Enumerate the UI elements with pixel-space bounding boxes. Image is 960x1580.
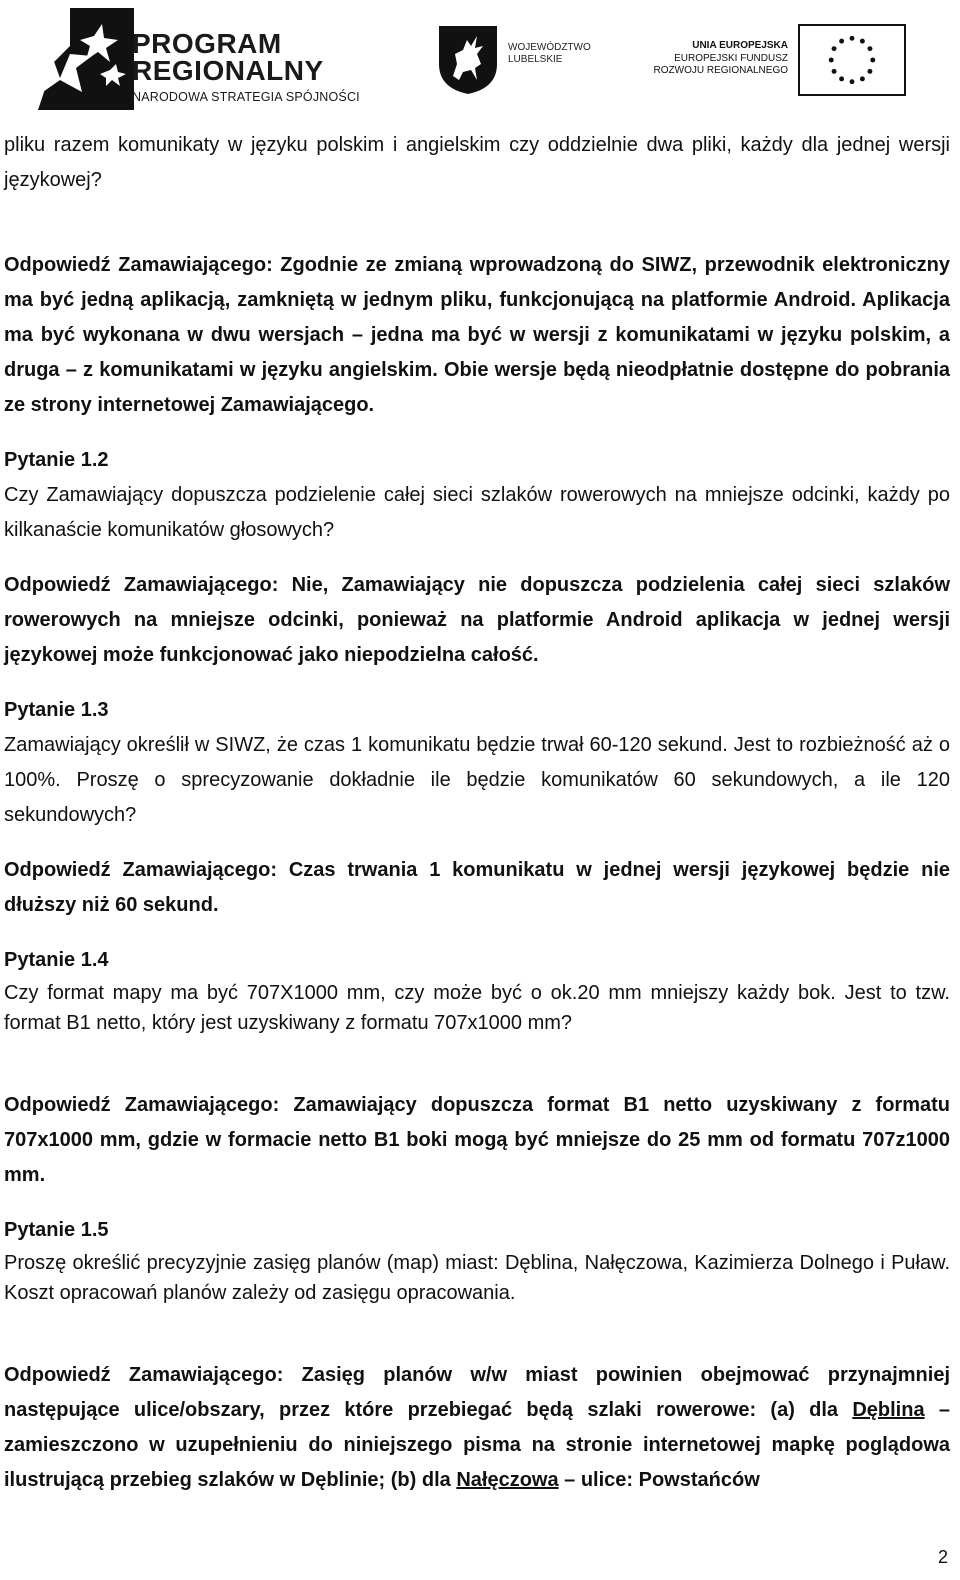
answer-label: Odpowiedź Zamawiającego:: [4, 859, 277, 881]
answer-text: Zamawiający dopuszcza format B1 netto uzyskiwany z formatu 707x1000 mm, gdzie w formacie netto B1 boki mogą być mniejsze do 25 mm od formatu 707z1000 mm.: [4, 1094, 950, 1186]
naleczow-link[interactable]: Nałęczowa: [456, 1469, 559, 1491]
program-regionalny-wordmark: [132, 30, 360, 104]
eu-fund-label: [640, 40, 788, 78]
eu-flag-icon: [798, 24, 906, 96]
document-body: [4, 128, 950, 1498]
page-number: 2: [937, 1547, 948, 1567]
eu-line3: ROZWOJU REGIONALNEGO: [653, 65, 788, 76]
program-regionalny-logo: [30, 6, 140, 112]
question-1-5-text: Proszę określić precyzyjnie zasięg planów (map) miast: Dęblina, Nałęczowa, Kazimierza Dolnego i Puław. Koszt opracowań planów zależy od zasięgu opracowania.: [4, 1252, 950, 1304]
intro-paragraph: [4, 128, 950, 198]
answer-text-part1: Zasięg planów w/w miast powinien obejmować przynajmniej następujące ulice/obszary, przez które przebiegać będą szlaki rowerowe: (a) dla: [4, 1364, 951, 1421]
answer-text: Zgodnie ze zmianą wprowadzoną do SIWZ, przewodnik elektroniczny ma być jedną aplikacją, zamkniętą w jednym pliku, funkcjonującą na platformie Android. Aplikacja ma być wykonana w dwu wersjach – jedna ma być w wersji z komunikatami w języku polskim, a druga – z komunikatami w języku angielskim. Obie wersje będą nieodpłatnie dostępne do pobrania ze strony internetowej Zamawiającego.: [4, 254, 950, 416]
answer-label: Odpowiedź Zamawiającego:: [4, 1094, 280, 1116]
deblin-link[interactable]: Dęblina: [852, 1399, 925, 1421]
answer-1-5: [4, 1358, 950, 1498]
wojewodztwo-line1: WOJEWÓDZTWO: [508, 42, 591, 53]
answer-1-2: [4, 568, 950, 673]
question-1-5-heading: Pytanie 1.5: [4, 1219, 109, 1241]
intro-text: pliku razem komunikaty w języku polskim i angielskim czy oddzielnie dwa pliki, każdy dla jednej wersji językowej?: [4, 134, 950, 191]
answer-label: Odpowiedź Zamawiającego:: [4, 1364, 284, 1386]
question-1-2-heading: Pytanie 1.2: [4, 449, 109, 471]
wojewodztwo-line2: LUBELSKIE: [508, 54, 563, 65]
answer-text-part2: – zamieszczono w uzupełnieniu do niniejszego pisma na stronie internetowej mapkę poglądowa ilustrującą przebieg szlaków w Dęblinie; (b) dla: [4, 1399, 950, 1491]
answer-text: Czas trwania 1 komunikatu w jednej wersji językowej będzie nie dłuższy niż 60 sekund.: [4, 859, 950, 916]
wojewodztwo-label: [508, 42, 591, 66]
eu-line2: EUROPEJSKI FUNDUSZ: [674, 52, 788, 64]
answer-text: Nie, Zamawiający nie dopuszcza podzielenia całej sieci szlaków rowerowych na mniejsze odcinki, ponieważ na platformie Android aplikacja w jednej wersji językowej może funkcjonować jako niepodzielna całość.: [4, 574, 950, 666]
answer-1-3: [4, 853, 950, 923]
question-1-3-heading: Pytanie 1.3: [4, 699, 109, 721]
page-header: [0, 0, 960, 118]
lubelskie-crest-icon: [437, 24, 499, 96]
question-1-2-text: Czy Zamawiający dopuszcza podzielenie całej sieci szlaków rowerowych na mniejsze odcinki, każdy po kilkanaście komunikatów głosowych?: [4, 484, 950, 541]
answer-label: Odpowiedź Zamawiającego:: [4, 254, 273, 276]
program-subtitle: NARODOWA STRATEGIA SPÓJNOŚCI: [132, 90, 360, 104]
answer-1-1: [4, 248, 950, 423]
question-1-4-text: Czy format mapy ma być 707X1000 mm, czy może być o ok.20 mm mniejszy każdy bok. Jest to tzw. format B1 netto, który jest uzyskiwany z formatu 707x1000 mm?: [4, 982, 950, 1034]
program-title-line1: PROGRAM: [132, 28, 282, 59]
program-title-line2: REGIONALNY: [132, 55, 324, 86]
question-1-3-text: Zamawiający określił w SIWZ, że czas 1 komunikatu będzie trwał 60-120 sekund. Jest to rozbieżność aż o 100%. Proszę o sprecyzowanie dokładnie ile będzie komunikatów 60 sekundowych, a ile 120 sekundowych?: [4, 734, 950, 826]
answer-1-4: [4, 1088, 950, 1193]
answer-text-part3: – ulice: Powstańców: [558, 1469, 760, 1491]
eu-line1: UNIA EUROPEJSKA: [692, 40, 788, 51]
answer-label: Odpowiedź Zamawiającego:: [4, 574, 279, 596]
question-1-4-heading: Pytanie 1.4: [4, 949, 109, 971]
